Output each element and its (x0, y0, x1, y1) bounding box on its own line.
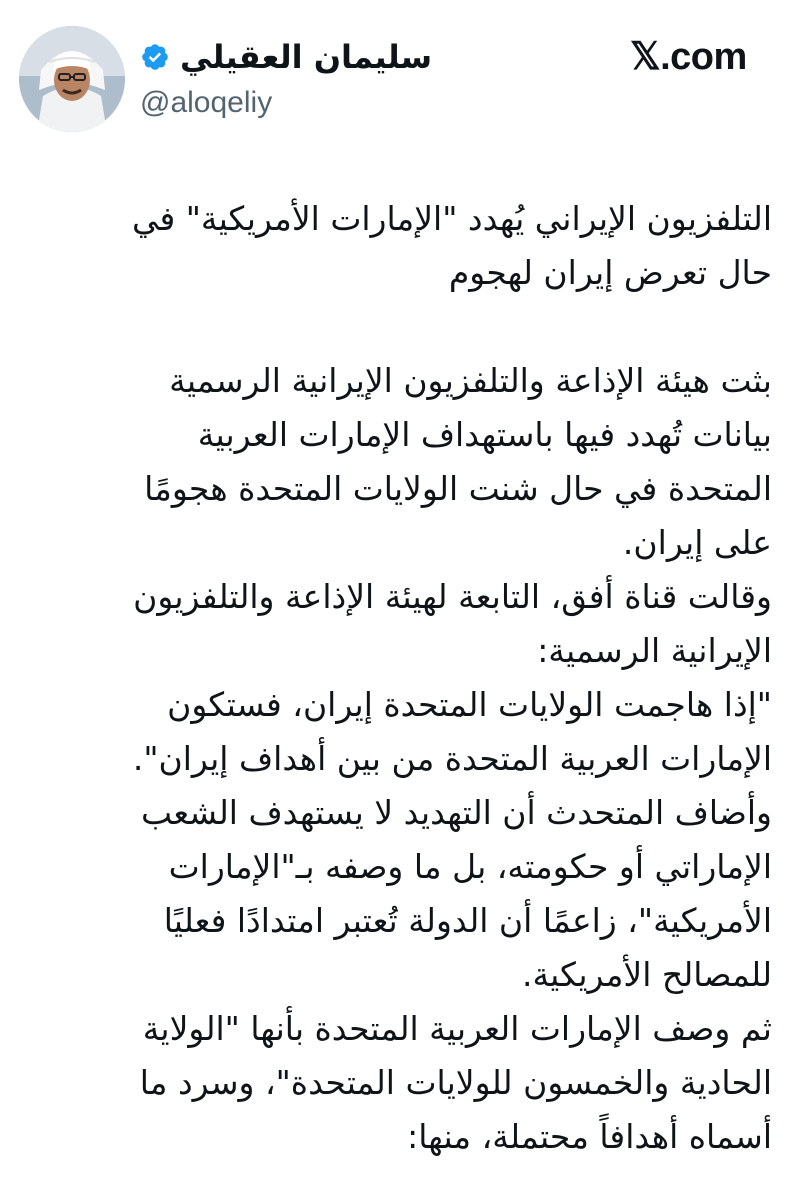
tweet-body-line: الإمارات العربية المتحدة من بين أهداف إيران". (132, 739, 772, 778)
tweet-body-line: وقالت قناة أفق، التابعة لهيئة الإذاعة والتلفزيون (133, 577, 772, 616)
tweet-headline-line: التلفزيون الإيراني يُهدد "الإمارات الأمريكية" في (131, 199, 772, 238)
paragraph-gap (20, 300, 772, 354)
tweet-headline-line: حال تعرض إيران لهجوم (448, 253, 772, 292)
tweet-body-line: بيانات تُهدد فيها باستهداف الإمارات العربية (197, 415, 772, 454)
author-name-row[interactable] (140, 34, 432, 80)
author-handle[interactable]: @aloqeliy (140, 86, 273, 119)
x-logo-icon: 𝕏.com (630, 36, 747, 78)
tweet-body-line: بثت هيئة الإذاعة والتلفزيون الإيرانية الرسمية (169, 361, 772, 400)
tweet-body-line: الأمريكية"، زاعمًا أن الدولة تُعتبر امتدادًا فعليًا (163, 901, 772, 940)
tweet-body-line: المتحدة في حال شنت الولايات المتحدة هجومًا (144, 469, 772, 508)
tweet-body-line: أسماه أهدافاً محتملة، منها: (407, 1117, 772, 1156)
avatar[interactable] (19, 26, 125, 132)
tweet-body-line: الإماراتي أو حكومته، بل ما وصفه بـ"الإمارات (168, 847, 772, 886)
tweet-body-line: الحادية والخمسون للولايات المتحدة"، وسرد ما (139, 1063, 772, 1102)
tweet-body-line: "إذا هاجمت الولايات المتحدة إيران، فستكون (167, 685, 772, 724)
tweet-body-line: ثم وصف الإمارات العربية المتحدة بأنها "الولاية (142, 1009, 772, 1048)
display-name[interactable]: سليمان العقيلي (180, 38, 433, 76)
tweet-body-line: وأضاف المتحدث أن التهديد لا يستهدف الشعب (140, 793, 772, 832)
verified-badge-icon (140, 42, 170, 72)
tweet-body-line: الإيرانية الرسمية: (537, 631, 772, 670)
avatar-image (19, 26, 125, 132)
tweet-body-line: للمصالح الأمريكية. (522, 955, 772, 994)
tweet-body-line: على إيران. (622, 523, 772, 562)
tweet-header (0, 0, 791, 150)
tweet-text (20, 192, 772, 1164)
